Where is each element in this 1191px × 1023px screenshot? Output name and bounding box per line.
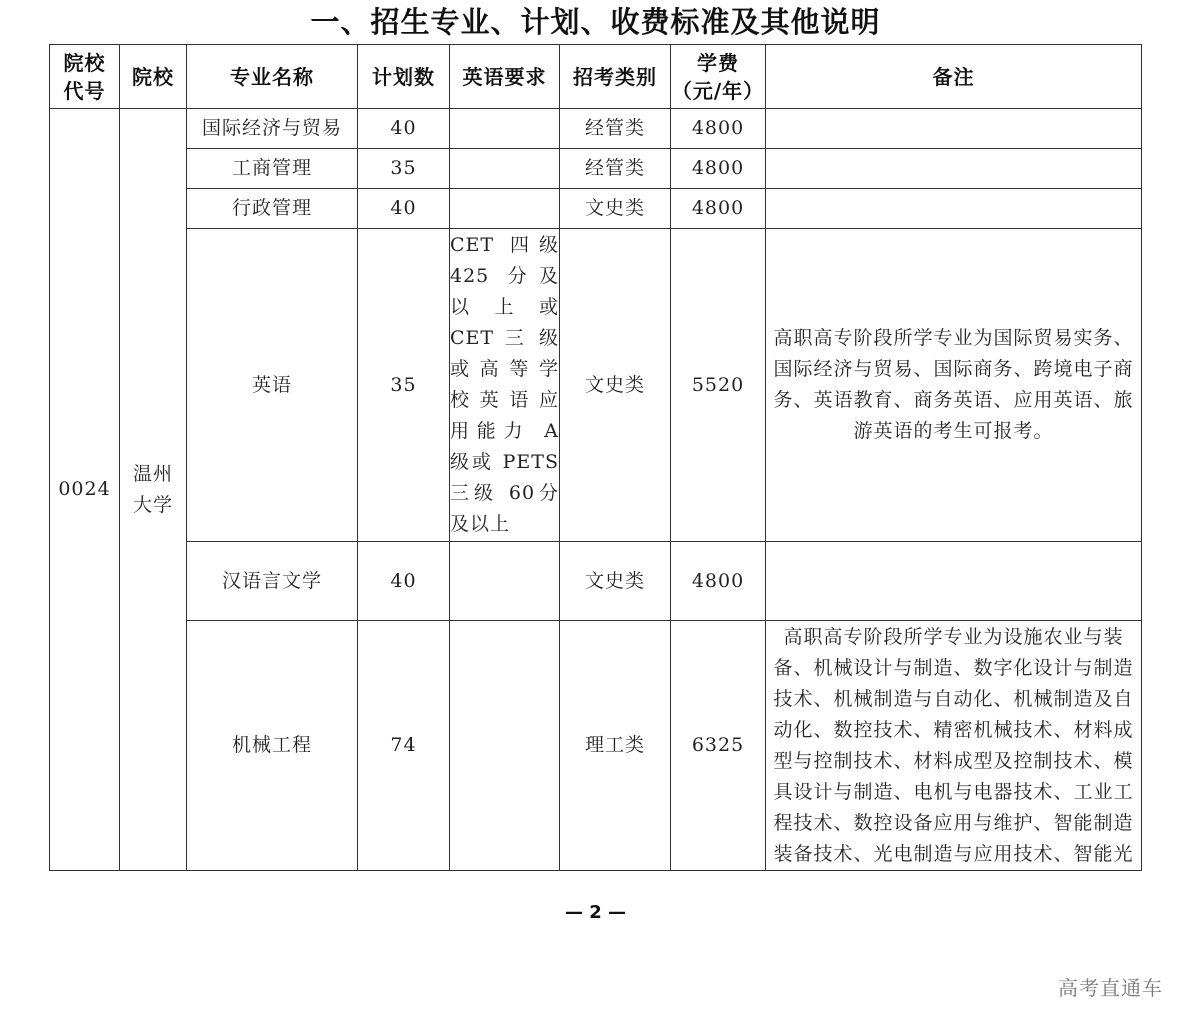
fee-cell: 4800 — [671, 189, 766, 229]
category-cell: 文史类 — [560, 229, 671, 542]
header-english: 英语要求 — [450, 45, 560, 109]
category-cell: 理工类 — [560, 621, 671, 871]
fee-cell: 4800 — [671, 109, 766, 149]
plan-cell: 35 — [358, 149, 450, 189]
category-cell: 经管类 — [560, 149, 671, 189]
remark-cell: 高职高专阶段所学专业为国际贸易实务、国际经济与贸易、国际商务、跨境电子商务、英语教育、商务英语、应用英语、旅游英语的考生可报考。 — [766, 229, 1142, 542]
english-req-line: 用能力 A — [450, 420, 559, 442]
remark-cell — [766, 189, 1142, 229]
fee-cell: 4800 — [671, 542, 766, 621]
header-plan: 计划数 — [358, 45, 450, 109]
table-row — [50, 109, 1142, 149]
major-cell: 行政管理 — [187, 189, 358, 229]
category-cell: 文史类 — [560, 542, 671, 621]
header-school-code — [50, 45, 120, 109]
english-req-line: 校英语应 — [450, 389, 559, 411]
major-cell: 机械工程 — [187, 621, 358, 871]
english-req-line: CET 三 级 — [450, 327, 559, 349]
page-title: 一、招生专业、计划、收费标准及其他说明 — [310, 5, 881, 39]
major-cell: 英语 — [187, 229, 358, 542]
remark-cell — [766, 149, 1142, 189]
english-cell — [450, 109, 560, 149]
watermark: 高考直通车 — [1058, 976, 1163, 1000]
school-name-line2: 大学 — [132, 493, 173, 516]
major-cell: 工商管理 — [187, 149, 358, 189]
english-req-line: 或高等学 — [450, 358, 559, 380]
remark-cell — [766, 542, 1142, 621]
english-req-line: 425 分及 — [450, 265, 559, 287]
school-code-cell: 0024 — [50, 109, 120, 871]
plan-cell: 74 — [358, 621, 450, 871]
table-row — [50, 542, 1142, 621]
table-row — [50, 621, 1142, 871]
table-row — [50, 189, 1142, 229]
header-row — [50, 45, 1142, 109]
plan-cell: 35 — [358, 229, 450, 542]
english-req-line: 三级 60分 — [450, 482, 559, 504]
category-cell: 经管类 — [560, 109, 671, 149]
table-row — [50, 229, 1142, 542]
header-fee-line1: 学费 — [697, 50, 739, 75]
english-req-line: 及以上 — [450, 513, 511, 535]
english-cell — [450, 189, 560, 229]
english-cell — [450, 621, 560, 871]
english-req-line: 以 上 或 — [450, 296, 559, 318]
table-row — [50, 149, 1142, 189]
major-cell: 汉语言文学 — [187, 542, 358, 621]
header-school-code-line1: 院校 — [63, 50, 106, 75]
english-cell — [450, 542, 560, 621]
school-name-line1: 温州 — [132, 462, 173, 485]
admission-table — [49, 44, 1142, 871]
major-cell: 国际经济与贸易 — [187, 109, 358, 149]
english-cell — [450, 149, 560, 189]
header-school-code-line2: 代号 — [63, 78, 106, 103]
fee-cell: 5520 — [671, 229, 766, 542]
fee-cell: 6325 — [671, 621, 766, 871]
header-category: 招考类别 — [560, 45, 671, 109]
header-remark: 备注 — [766, 45, 1142, 109]
header-major: 专业名称 — [187, 45, 358, 109]
plan-cell: 40 — [358, 542, 450, 621]
page-number: — 2 — — [564, 902, 627, 923]
header-fee — [671, 45, 766, 109]
plan-cell: 40 — [358, 109, 450, 149]
school-name-cell — [120, 109, 187, 871]
header-school: 院校 — [120, 45, 187, 109]
remark-cell: 高职高专阶段所学专业为设施农业与装备、机械设计与制造、数字化设计与制造技术、机械制造与自动化、机械制造及自动化、数控技术、精密机械技术、材料成型与控制技术、材料成型及控制技术、模具设计与制造、电机与电器技术、工业工程技术、数控设备应用与维护、智能制造装备技术、光电制造与应用技术、智能光 — [766, 621, 1142, 871]
fee-cell: 4800 — [671, 149, 766, 189]
remark-cell — [766, 109, 1142, 149]
header-fee-line2: （元/年） — [671, 78, 765, 103]
english-req-line: CET 四级 — [450, 234, 559, 256]
english-req-line: 级或 PETS — [450, 451, 559, 473]
category-cell: 文史类 — [560, 189, 671, 229]
english-cell — [450, 229, 560, 542]
plan-cell: 40 — [358, 189, 450, 229]
